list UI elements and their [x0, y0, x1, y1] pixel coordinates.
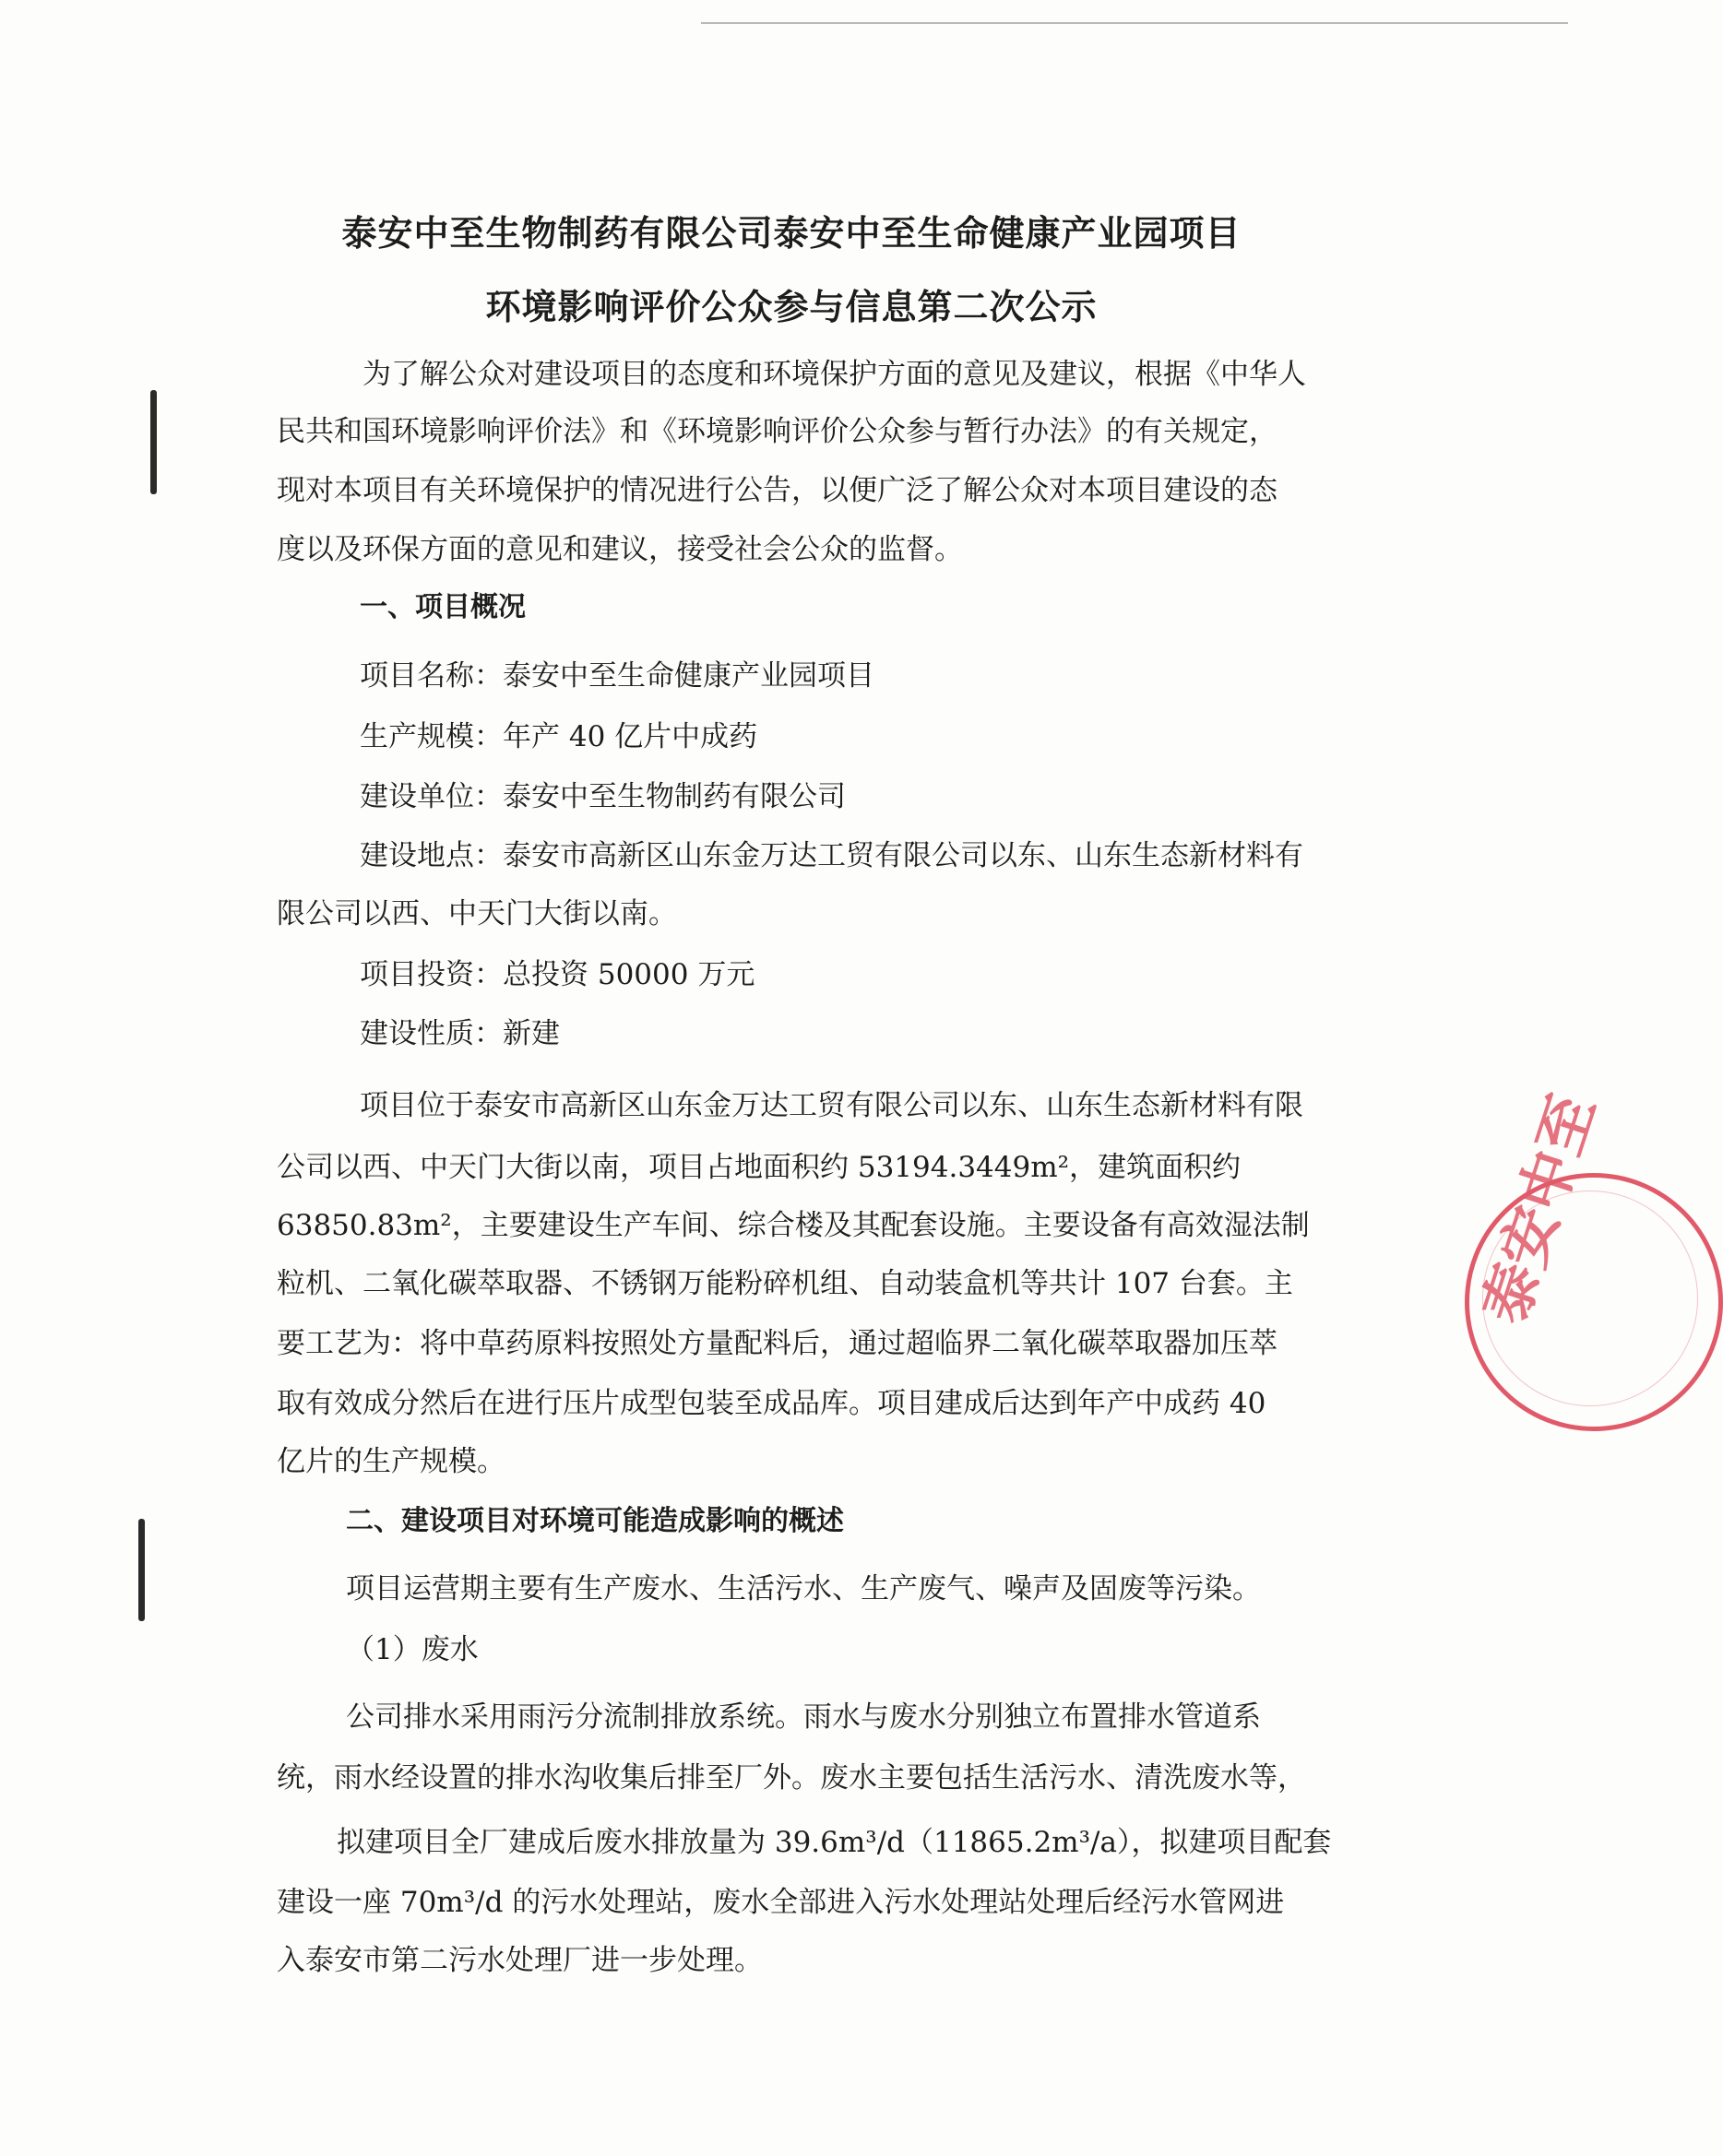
- section1-heading: 一、项目概况: [360, 591, 526, 623]
- document-title-line2: 环境影响评价公众参与信息第二次公示: [485, 287, 1098, 327]
- project-name: 项目名称：泰安中至生命健康产业园项目: [360, 659, 874, 693]
- section2-intro: 项目运营期主要有生产废水、生活污水、生产废气、噪声及固废等污染。: [346, 1572, 1261, 1605]
- wastewater-line: 公司排水采用雨污分流制排放系统。雨水与废水分别独立布置排水管道系: [346, 1700, 1261, 1734]
- binding-hole-mark: [138, 1519, 145, 1621]
- investment: 项目投资：总投资 50000 万元: [360, 958, 755, 991]
- seal-text: 泰安中至: [1470, 1086, 1610, 1333]
- intro-line: 民共和国环境影响评价法》和《环境影响评价公众参与暂行办法》的有关规定，: [277, 415, 1277, 448]
- scan-edge-line: [701, 22, 1568, 24]
- construction-nature: 建设性质：新建: [360, 1017, 560, 1050]
- overview-line: 亿片的生产规模。: [277, 1445, 505, 1478]
- wastewater-line: 建设一座 70m³/d 的污水处理站，废水全部进入污水处理站处理后经污水管网进: [277, 1886, 1285, 1919]
- intro-line: 现对本项目有关环境保护的情况进行公告，以便广泛了解公众对本项目建设的态: [277, 474, 1277, 507]
- overview-line: 公司以西、中天门大街以南，项目占地面积约 53194.3449m²，建筑面积约: [277, 1151, 1242, 1184]
- company-seal-stamp: [1465, 1086, 1723, 1431]
- wastewater-line: 入泰安市第二污水处理厂进一步处理。: [277, 1944, 763, 1977]
- location-line: 建设地点：泰安市高新区山东金万达工贸有限公司以东、山东生态新材料有: [360, 839, 1303, 872]
- intro-line: 为了解公众对建设项目的态度和环境保护方面的意见及建议，根据《中华人: [362, 358, 1306, 391]
- wastewater-heading: （1）废水: [346, 1633, 479, 1666]
- construction-unit: 建设单位：泰安中至生物制药有限公司: [360, 780, 846, 813]
- overview-line: 63850.83m²，主要建设生产车间、综合楼及其配套设施。主要设备有高效湿法制: [277, 1209, 1310, 1242]
- production-scale: 生产规模：年产 40 亿片中成药: [360, 720, 758, 753]
- location-line: 限公司以西、中天门大街以南。: [277, 897, 677, 930]
- intro-line: 度以及环保方面的意见和建议，接受社会公众的监督。: [277, 533, 963, 566]
- overview-line: 要工艺为：将中草药原料按照处方量配料后，通过超临界二氧化碳萃取器加压萃: [277, 1327, 1277, 1360]
- overview-line: 取有效成分然后在进行压片成型包装至成品库。项目建成后达到年产中成药 40: [277, 1387, 1266, 1420]
- wastewater-line: 统，雨水经设置的排水沟收集后排至厂外。废水主要包括生活污水、清洗废水等，: [277, 1761, 1306, 1795]
- binding-hole-mark: [150, 390, 157, 494]
- overview-line: 粒机、二氧化碳萃取器、不锈钢万能粉碎机组、自动装盒机等共计 107 台套。主: [277, 1267, 1293, 1300]
- section2-heading: 二、建设项目对环境可能造成影响的概述: [346, 1505, 844, 1537]
- wastewater-line: 拟建项目全厂建成后废水排放量为 39.6m³/d（11865.2m³/a），拟建项目配套: [337, 1826, 1332, 1859]
- document-title-line1: 泰安中至生物制药有限公司泰安中至生命健康产业园项目: [341, 213, 1242, 254]
- overview-line: 项目位于泰安市高新区山东金万达工贸有限公司以东、山东生态新材料有限: [360, 1089, 1303, 1122]
